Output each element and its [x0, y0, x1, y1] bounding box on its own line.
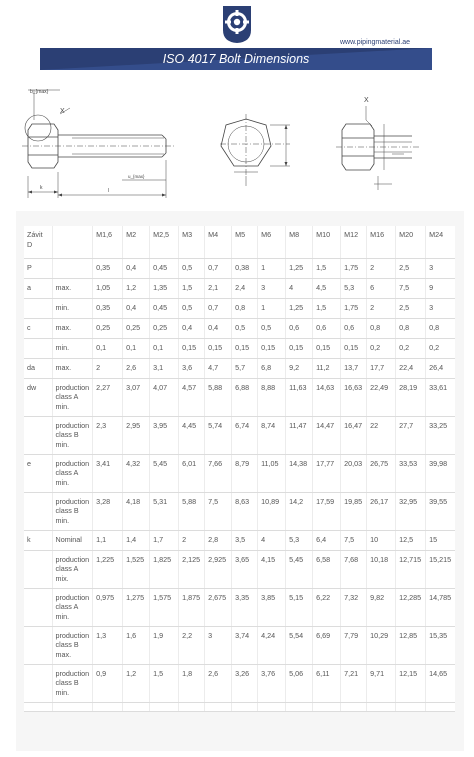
table-cell: 0,6 — [313, 318, 341, 338]
table-cell: 12,285 — [396, 588, 426, 626]
table-cell: 0,25 — [93, 318, 123, 338]
table-row — [24, 702, 455, 711]
table-cell: 2 — [367, 298, 396, 318]
table-cell: 2,5 — [396, 258, 426, 278]
table-cell: 33,53 — [396, 454, 426, 492]
header-cell — [52, 226, 93, 258]
table-cell: 1,275 — [123, 588, 150, 626]
table-cell: 3,26 — [232, 664, 258, 702]
table-cell: 2,925 — [205, 550, 232, 588]
table-cell: 3,6 — [179, 358, 205, 378]
table-row — [24, 664, 455, 702]
table-cell: 1,25 — [286, 258, 313, 278]
table-cell: 4,45 — [179, 416, 205, 454]
header-cell: M6 — [258, 226, 286, 258]
table-cell: 1,75 — [341, 258, 367, 278]
table-cell: 14,2 — [286, 492, 313, 530]
table-cell: 0,15 — [313, 338, 341, 358]
table-cell — [396, 702, 426, 711]
table-cell — [426, 702, 455, 711]
table-cell: 9 — [426, 278, 455, 298]
table-cell: 0,6 — [341, 318, 367, 338]
table-cell: 1,875 — [179, 588, 205, 626]
table-cell: 6,4 — [313, 530, 341, 550]
table-row — [24, 416, 455, 454]
table-cell: 2 — [367, 258, 396, 278]
row-qualifier: max. — [52, 358, 93, 378]
table-cell: 1,9 — [150, 626, 179, 664]
table-cell — [205, 702, 232, 711]
table-cell: 20,03 — [341, 454, 367, 492]
table-cell: 0,4 — [205, 318, 232, 338]
table-cell: 7,5 — [341, 530, 367, 550]
table-cell: 1,1 — [93, 530, 123, 550]
table-cell: 13,7 — [341, 358, 367, 378]
header-cell: M4 — [205, 226, 232, 258]
row-qualifier: production class A min. — [52, 588, 93, 626]
table-cell: 0,15 — [286, 338, 313, 358]
table-cell: 1 — [258, 258, 286, 278]
table-cell: 14,785 — [426, 588, 455, 626]
table-cell: 0,15 — [341, 338, 367, 358]
table-cell: 17,77 — [313, 454, 341, 492]
table-cell: 2,8 — [205, 530, 232, 550]
table-row — [24, 298, 455, 318]
table-cell: 1,225 — [93, 550, 123, 588]
table-cell: 0,2 — [367, 338, 396, 358]
table-cell: 8,79 — [232, 454, 258, 492]
table-cell: 4,24 — [258, 626, 286, 664]
table-cell: 0,1 — [93, 338, 123, 358]
table-cell: 1,25 — [286, 298, 313, 318]
row-qualifier — [52, 702, 93, 711]
table-cell: 3,1 — [150, 358, 179, 378]
table-cell: 0,5 — [232, 318, 258, 338]
table-cell: 32,95 — [396, 492, 426, 530]
table-cell: 5,31 — [150, 492, 179, 530]
table-cell: 39,55 — [426, 492, 455, 530]
header-cell: M8 — [286, 226, 313, 258]
table-cell: 3,74 — [232, 626, 258, 664]
row-label: dw — [24, 378, 52, 416]
table-cell: 0,1 — [150, 338, 179, 358]
header-cell: M1,6 — [93, 226, 123, 258]
table-cell: 4,5 — [313, 278, 341, 298]
table-cell: 26,75 — [367, 454, 396, 492]
header-cell: M5 — [232, 226, 258, 258]
table-cell: 5,74 — [205, 416, 232, 454]
row-label — [24, 664, 52, 702]
table-cell: 0,25 — [123, 318, 150, 338]
table-cell: 15,215 — [426, 550, 455, 588]
table-cell: 2 — [179, 530, 205, 550]
header-cell: M2,5 — [150, 226, 179, 258]
table-cell: 4,15 — [258, 550, 286, 588]
table-cell: 11,05 — [258, 454, 286, 492]
table-cell: 6,88 — [232, 378, 258, 416]
table-cell: 2,5 — [396, 298, 426, 318]
header-cell: Závit D — [24, 226, 52, 258]
table-cell: 8,74 — [258, 416, 286, 454]
table-cell: 22,49 — [367, 378, 396, 416]
table-cell: 0,25 — [150, 318, 179, 338]
table-cell: 8,88 — [258, 378, 286, 416]
table-cell: 1,2 — [123, 664, 150, 702]
table-cell: 2 — [93, 358, 123, 378]
table-cell: 2,2 — [179, 626, 205, 664]
table-cell: 3 — [426, 258, 455, 278]
table-cell: 17,59 — [313, 492, 341, 530]
drawing-label-x-detail: X — [364, 97, 369, 104]
table-cell: 7,5 — [396, 278, 426, 298]
row-label — [24, 702, 52, 711]
table-cell: 2,3 — [93, 416, 123, 454]
table-cell: 4,7 — [205, 358, 232, 378]
table-cell: 11,2 — [313, 358, 341, 378]
table-cell: 5,45 — [150, 454, 179, 492]
table-cell — [341, 702, 367, 711]
row-label — [24, 298, 52, 318]
table-cell — [93, 702, 123, 711]
table-cell: 1,8 — [179, 664, 205, 702]
table-cell: 3,95 — [150, 416, 179, 454]
header-cell: M2 — [123, 226, 150, 258]
table-cell: 26,17 — [367, 492, 396, 530]
table-cell: 6,69 — [313, 626, 341, 664]
drawing-label-u: u_{max} — [128, 174, 145, 179]
table-cell: 1,575 — [150, 588, 179, 626]
row-qualifier: production class A min. — [52, 454, 93, 492]
table-cell — [258, 702, 286, 711]
row-label: c — [24, 318, 52, 338]
row-label — [24, 338, 52, 358]
table-cell: 2,95 — [123, 416, 150, 454]
row-label — [24, 492, 52, 530]
table-cell: 3,35 — [232, 588, 258, 626]
row-qualifier: max. — [52, 318, 93, 338]
table-row — [24, 378, 455, 416]
table-cell: 3,5 — [232, 530, 258, 550]
row-label — [24, 626, 52, 664]
drawing-label-x: X — [60, 108, 65, 115]
table-cell: 14,65 — [426, 664, 455, 702]
header-cell: M12 — [341, 226, 367, 258]
table-cell: 9,71 — [367, 664, 396, 702]
website-url[interactable]: www.pipingmaterial.ae — [340, 39, 411, 46]
row-label: a — [24, 278, 52, 298]
table-row — [24, 626, 455, 664]
row-qualifier: min. — [52, 338, 93, 358]
header-cell: M24 — [426, 226, 455, 258]
table-cell: 3,07 — [123, 378, 150, 416]
table-cell: 12,85 — [396, 626, 426, 664]
table-row — [24, 278, 455, 298]
table-cell: 9,2 — [286, 358, 313, 378]
table-cell — [313, 702, 341, 711]
table-cell: 0,45 — [150, 258, 179, 278]
row-qualifier: production class A mix. — [52, 550, 93, 588]
table-cell: 0,8 — [232, 298, 258, 318]
table-cell: 16,47 — [341, 416, 367, 454]
table-cell: 0,8 — [396, 318, 426, 338]
table-cell: 6,22 — [313, 588, 341, 626]
table-cell: 0,2 — [396, 338, 426, 358]
table-cell: 5,88 — [179, 492, 205, 530]
table-cell: 1,2 — [123, 278, 150, 298]
bolt-dimensions-table — [24, 226, 455, 712]
table-cell: 12,5 — [396, 530, 426, 550]
table-cell: 5,3 — [286, 530, 313, 550]
table-row — [24, 454, 455, 492]
table-cell: 11,47 — [286, 416, 313, 454]
table-cell: 3,76 — [258, 664, 286, 702]
table-cell: 1 — [258, 298, 286, 318]
table-cell: 22,4 — [396, 358, 426, 378]
table-cell: 3,85 — [258, 588, 286, 626]
table-cell: 2,125 — [179, 550, 205, 588]
table-cell: 0,2 — [426, 338, 455, 358]
table-cell: 4,07 — [150, 378, 179, 416]
row-qualifier: production class B max. — [52, 626, 93, 664]
drawing-label-k: k — [40, 185, 43, 191]
table-cell: 5,54 — [286, 626, 313, 664]
table-cell: 1,7 — [150, 530, 179, 550]
table-cell: 5,45 — [286, 550, 313, 588]
table-cell: 2,675 — [205, 588, 232, 626]
table-cell: 0,7 — [205, 298, 232, 318]
table-cell: 33,25 — [426, 416, 455, 454]
table-cell: 4,57 — [179, 378, 205, 416]
table-cell: 17,7 — [367, 358, 396, 378]
table-row — [24, 258, 455, 278]
table-cell: 7,68 — [341, 550, 367, 588]
table-cell: 15 — [426, 530, 455, 550]
table-cell: 5,3 — [341, 278, 367, 298]
table-cell: 1,4 — [123, 530, 150, 550]
table-cell: 0,35 — [93, 258, 123, 278]
table-cell: 4 — [258, 530, 286, 550]
row-label: k — [24, 530, 52, 550]
table-cell: 2,4 — [232, 278, 258, 298]
table-cell: 6,58 — [313, 550, 341, 588]
row-qualifier: production class B min. — [52, 416, 93, 454]
table-cell: 0,8 — [426, 318, 455, 338]
row-qualifier — [52, 258, 93, 278]
table-cell: 27,7 — [396, 416, 426, 454]
table-cell: 11,63 — [286, 378, 313, 416]
table-cell: 7,79 — [341, 626, 367, 664]
table-cell — [179, 702, 205, 711]
table-cell: 14,38 — [286, 454, 313, 492]
table-cell: 1,5 — [150, 664, 179, 702]
table-cell: 28,19 — [396, 378, 426, 416]
table-cell: 0,7 — [205, 258, 232, 278]
table-cell: 12,715 — [396, 550, 426, 588]
table-cell: 8,63 — [232, 492, 258, 530]
table-cell — [123, 702, 150, 711]
pipingmaterial-logo — [220, 4, 254, 44]
row-label — [24, 416, 52, 454]
table-cell: 3 — [258, 278, 286, 298]
table-cell: 0,8 — [367, 318, 396, 338]
row-qualifier: max. — [52, 278, 93, 298]
table-cell: 7,5 — [205, 492, 232, 530]
table-cell: 3,28 — [93, 492, 123, 530]
table-cell: 0,38 — [232, 258, 258, 278]
table-cell: 0,15 — [232, 338, 258, 358]
row-label: P — [24, 258, 52, 278]
drawing-label-b: b_{max} — [30, 89, 49, 95]
table-cell: 26,4 — [426, 358, 455, 378]
table-cell: 1,5 — [313, 258, 341, 278]
table-cell: 5,7 — [232, 358, 258, 378]
table-cell — [232, 702, 258, 711]
table-cell: 1,825 — [150, 550, 179, 588]
table-cell: 2,6 — [123, 358, 150, 378]
table-cell: 1,525 — [123, 550, 150, 588]
row-qualifier: min. — [52, 298, 93, 318]
page-title: ISO 4017 Bolt Dimensions — [162, 52, 310, 66]
table-cell — [286, 702, 313, 711]
table-row — [24, 338, 455, 358]
table-cell — [367, 702, 396, 711]
table-cell: 1,6 — [123, 626, 150, 664]
table-cell: 6,8 — [258, 358, 286, 378]
table-cell: 3,65 — [232, 550, 258, 588]
table-cell: 9,82 — [367, 588, 396, 626]
drawing-label-l: l — [108, 188, 110, 194]
table-cell: 0,4 — [123, 298, 150, 318]
row-qualifier: production class B min. — [52, 492, 93, 530]
table-row — [24, 530, 455, 550]
table-cell — [150, 702, 179, 711]
row-qualifier: Nominal — [52, 530, 93, 550]
table-cell: 0,4 — [123, 258, 150, 278]
table-cell: 4,32 — [123, 454, 150, 492]
table-row — [24, 492, 455, 530]
table-cell: 0,5 — [258, 318, 286, 338]
table-cell: 10,89 — [258, 492, 286, 530]
table-cell: 5,15 — [286, 588, 313, 626]
table-cell: 6,11 — [313, 664, 341, 702]
table-cell: 14,47 — [313, 416, 341, 454]
table-cell: 0,1 — [123, 338, 150, 358]
header-cell: M10 — [313, 226, 341, 258]
table-cell: 3,41 — [93, 454, 123, 492]
header-cell: M16 — [367, 226, 396, 258]
table-cell: 3 — [426, 298, 455, 318]
table-cell: 3 — [205, 626, 232, 664]
table-cell: 2,1 — [205, 278, 232, 298]
table-cell: 22 — [367, 416, 396, 454]
table-cell: 16,63 — [341, 378, 367, 416]
row-qualifier: production class A min. — [52, 378, 93, 416]
table-cell: 2,27 — [93, 378, 123, 416]
table-cell: 10 — [367, 530, 396, 550]
table-cell: 39,98 — [426, 454, 455, 492]
table-cell: 7,21 — [341, 664, 367, 702]
table-row — [24, 358, 455, 378]
table-row — [24, 588, 455, 626]
bolt-drawings — [0, 80, 474, 200]
table-cell: 0,4 — [179, 318, 205, 338]
table-cell: 10,18 — [367, 550, 396, 588]
table-cell: 1,35 — [150, 278, 179, 298]
table-cell: 4,18 — [123, 492, 150, 530]
table-cell: 14,63 — [313, 378, 341, 416]
table-cell: 1,3 — [93, 626, 123, 664]
table-cell: 5,88 — [205, 378, 232, 416]
table-cell: 0,15 — [179, 338, 205, 358]
table-cell: 5,06 — [286, 664, 313, 702]
table-cell: 0,35 — [93, 298, 123, 318]
row-label: da — [24, 358, 52, 378]
table-cell: 0,15 — [205, 338, 232, 358]
table-cell: 1,5 — [313, 298, 341, 318]
table-cell: 19,85 — [341, 492, 367, 530]
table-cell: 10,29 — [367, 626, 396, 664]
table-cell: 1,5 — [179, 278, 205, 298]
table-cell: 7,32 — [341, 588, 367, 626]
table-cell: 0,5 — [179, 258, 205, 278]
table-cell: 2,6 — [205, 664, 232, 702]
table-cell: 33,61 — [426, 378, 455, 416]
table-cell: 0,5 — [179, 298, 205, 318]
table-cell: 6 — [367, 278, 396, 298]
table-cell: 12,15 — [396, 664, 426, 702]
row-label — [24, 550, 52, 588]
table-cell: 0,15 — [258, 338, 286, 358]
table-cell: 6,01 — [179, 454, 205, 492]
table-cell: 0,6 — [286, 318, 313, 338]
table-cell: 0,975 — [93, 588, 123, 626]
table-cell: 1,75 — [341, 298, 367, 318]
row-label: e — [24, 454, 52, 492]
table-cell: 6,74 — [232, 416, 258, 454]
header-cell: M3 — [179, 226, 205, 258]
table-row — [24, 318, 455, 338]
table-row — [24, 550, 455, 588]
table-cell: 7,66 — [205, 454, 232, 492]
row-label — [24, 588, 52, 626]
table-cell: 1,05 — [93, 278, 123, 298]
table-cell: 15,35 — [426, 626, 455, 664]
table-cell: 0,9 — [93, 664, 123, 702]
table-header-row — [24, 226, 455, 258]
table-cell: 0,45 — [150, 298, 179, 318]
header-cell: M20 — [396, 226, 426, 258]
row-qualifier: production class B min. — [52, 664, 93, 702]
table-cell: 4 — [286, 278, 313, 298]
